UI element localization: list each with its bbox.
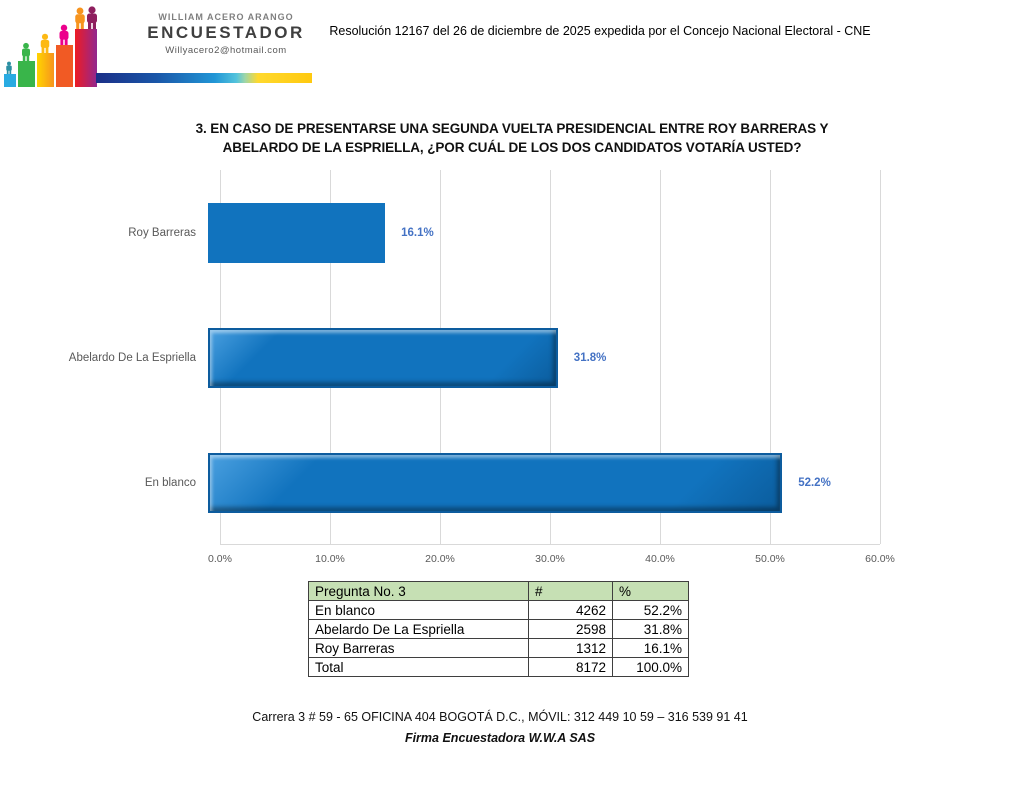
table-cell: 4262	[529, 601, 613, 620]
brand-name: WILLIAM ACERO ARANGO	[158, 12, 294, 22]
table-cell: 100.0%	[613, 658, 689, 677]
x-tick-label: 30.0%	[535, 553, 565, 565]
table-cell: 2598	[529, 620, 613, 639]
category-label: En blanco	[144, 476, 196, 489]
category-label: Roy Barreras	[128, 226, 196, 239]
value-label: 52.2%	[798, 476, 831, 489]
table-cell: Total	[309, 658, 529, 677]
chart-row	[0, 170, 1024, 295]
table-row	[309, 658, 689, 677]
x-tick-label: 50.0%	[755, 553, 785, 565]
value-label: 31.8%	[573, 351, 607, 364]
table-row	[309, 639, 689, 658]
chart-title	[112, 119, 912, 157]
footer-address: Carrera 3 # 59 - 65 OFICINA 404 BOGOTÁ D.C., MÓVIL: 312 449 10 59 – 316 539 91 41	[252, 710, 748, 724]
table-cell: 16.1%	[613, 639, 689, 658]
table-header-cell: #	[529, 582, 613, 601]
chart-row	[0, 295, 1024, 420]
table-cell: Roy Barreras	[309, 639, 529, 658]
table-cell: En blanco	[309, 601, 529, 620]
table-header-cell: %	[613, 582, 689, 601]
x-tick-label: 0.0%	[208, 553, 232, 565]
table-cell: 1312	[529, 639, 613, 658]
x-tick-label: 40.0%	[645, 553, 675, 565]
logo-gradient-strip	[96, 73, 312, 83]
chart-title-line1: 3. EN CASO DE PRESENTARSE UNA SEGUNDA VUELTA PRESIDENCIAL ENTRE ROY BARRERAS Y	[195, 121, 829, 136]
x-tick-label: 10.0%	[315, 553, 345, 565]
chart-title-line2: ABELARDO DE LA ESPRIELLA, ¿POR CUÁL DE LOS DOS CANDIDATOS VOTARÍA USTED?	[222, 140, 802, 155]
bar-en-blanco	[208, 453, 782, 513]
x-tick-label: 20.0%	[425, 553, 455, 565]
table-cell: 52.2%	[613, 601, 689, 620]
table-cell: 8172	[529, 658, 613, 677]
brand-title: ENCUESTADOR	[147, 23, 305, 42]
table-body	[309, 601, 689, 677]
value-label: 16.1%	[401, 226, 434, 239]
table-header-cell: Pregunta No. 3	[309, 582, 529, 601]
table-row	[309, 620, 689, 639]
table-cell: 31.8%	[613, 620, 689, 639]
table-cell: Abelardo De La Espriella	[309, 620, 529, 639]
chart-rows	[0, 170, 1024, 545]
footer-firm: Firma Encuestadora W.W.A SAS	[404, 731, 596, 745]
chart-row	[0, 420, 1024, 545]
category-label: Abelardo De La Espriella	[68, 351, 196, 364]
resolution-text: Resolución 12167 del 26 de diciembre de 2025 expedida por el Concejo Nacional Electoral - CNE	[329, 24, 871, 38]
bar-roy-barreras	[208, 203, 385, 263]
brand-email: Willyacero2@hotmail.com	[165, 45, 287, 56]
brand-block	[134, 12, 318, 56]
bar-abelardo-de-la-espriella	[208, 328, 558, 388]
x-axis	[208, 553, 895, 569]
x-tick-label: 60.0%	[865, 553, 895, 565]
table-row	[309, 601, 689, 620]
table-header-row	[309, 582, 689, 601]
results-table	[308, 581, 689, 677]
